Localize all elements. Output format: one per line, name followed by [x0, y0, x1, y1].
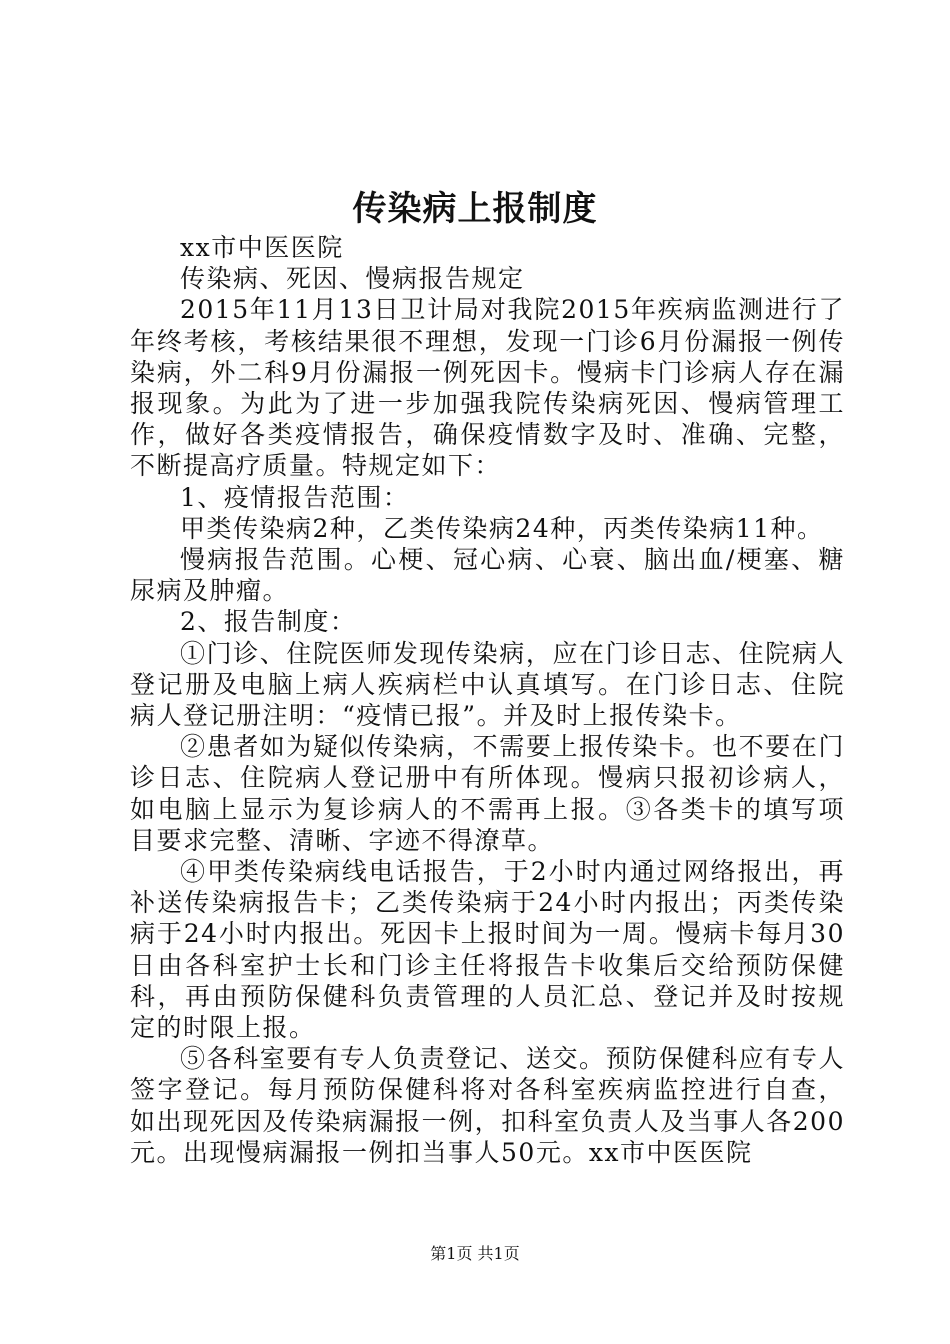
document-body [130, 232, 845, 1168]
chronic-disease-scope: 慢病报告范围。心梗、冠心病、心衰、脑出血/梗塞、糖尿病及肿瘤。 [130, 545, 845, 606]
rule-item-4: ④甲类传染病线电话报告，于2小时内通过网络报出，再补送传染病报告卡；乙类传染病于24小时内报出；丙类传染病于24小时内报出。死因卡上报时间为一周。慢病卡每月30日由各科室护士长和门诊主任将报告卡收集后交给预防保健科，再由预防保健科负责管理的人员汇总、登记并及时按规定的时限上报。 [130, 857, 845, 1043]
intro-paragraph: 2015年11月13日卫计局对我院2015年疾病监测进行了年终考核，考核结果很不理想，发现一门诊6月份漏报一例传染病，外二科9月份漏报一例死因卡。慢病卡门诊病人存在漏报现象。为此为了进一步加强我院传染病死因、慢病管理工作，做好各类疫情报告，确保疫情数字及时、准确、完整，不断提高疗质量。特规定如下： [130, 295, 845, 481]
section-heading-scope: 1、疫情报告范围： [180, 482, 410, 512]
regulation-subtitle: 传染病、死因、慢病报告规定 [180, 264, 525, 294]
page-footer: 第1页 共1页 [430, 1244, 520, 1263]
rule-item-1: ①门诊、住院医师发现传染病，应在门诊日志、住院病人登记册及电脑上病人疾病栏中认真填写。在门诊日志、住院病人登记册注明：“疫情已报”。并及时上报传染卡。 [130, 638, 845, 731]
document-title: 传染病上报制度 [352, 189, 598, 229]
section-heading-system: 2、报告制度： [180, 607, 357, 637]
hospital-name: xx市中医医院 [180, 233, 344, 262]
rule-item-2-3: ②患者如为疑似传染病，不需要上报传染卡。也不要在门诊日志、住院病人登记册中有所体现。慢病只报初诊病人，如电脑上显示为复诊病人的不需再上报。③各类卡的填写项目要求完整、清晰、字迹不得潦草。 [130, 732, 845, 855]
rule-item-5: ⑤各科室要有专人负责登记、送交。预防保健科应有专人签字登记。每月预防保健科将对各科室疾病监控进行自查，如出现死因及传染病漏报一例，扣科室负责人及当事人各200元。出现慢病漏报一例扣当事人50元。xx市中医医院 [130, 1044, 845, 1167]
infectious-disease-scope: 甲类传染病2种，乙类传染病24种，丙类传染病11种。 [180, 513, 824, 543]
